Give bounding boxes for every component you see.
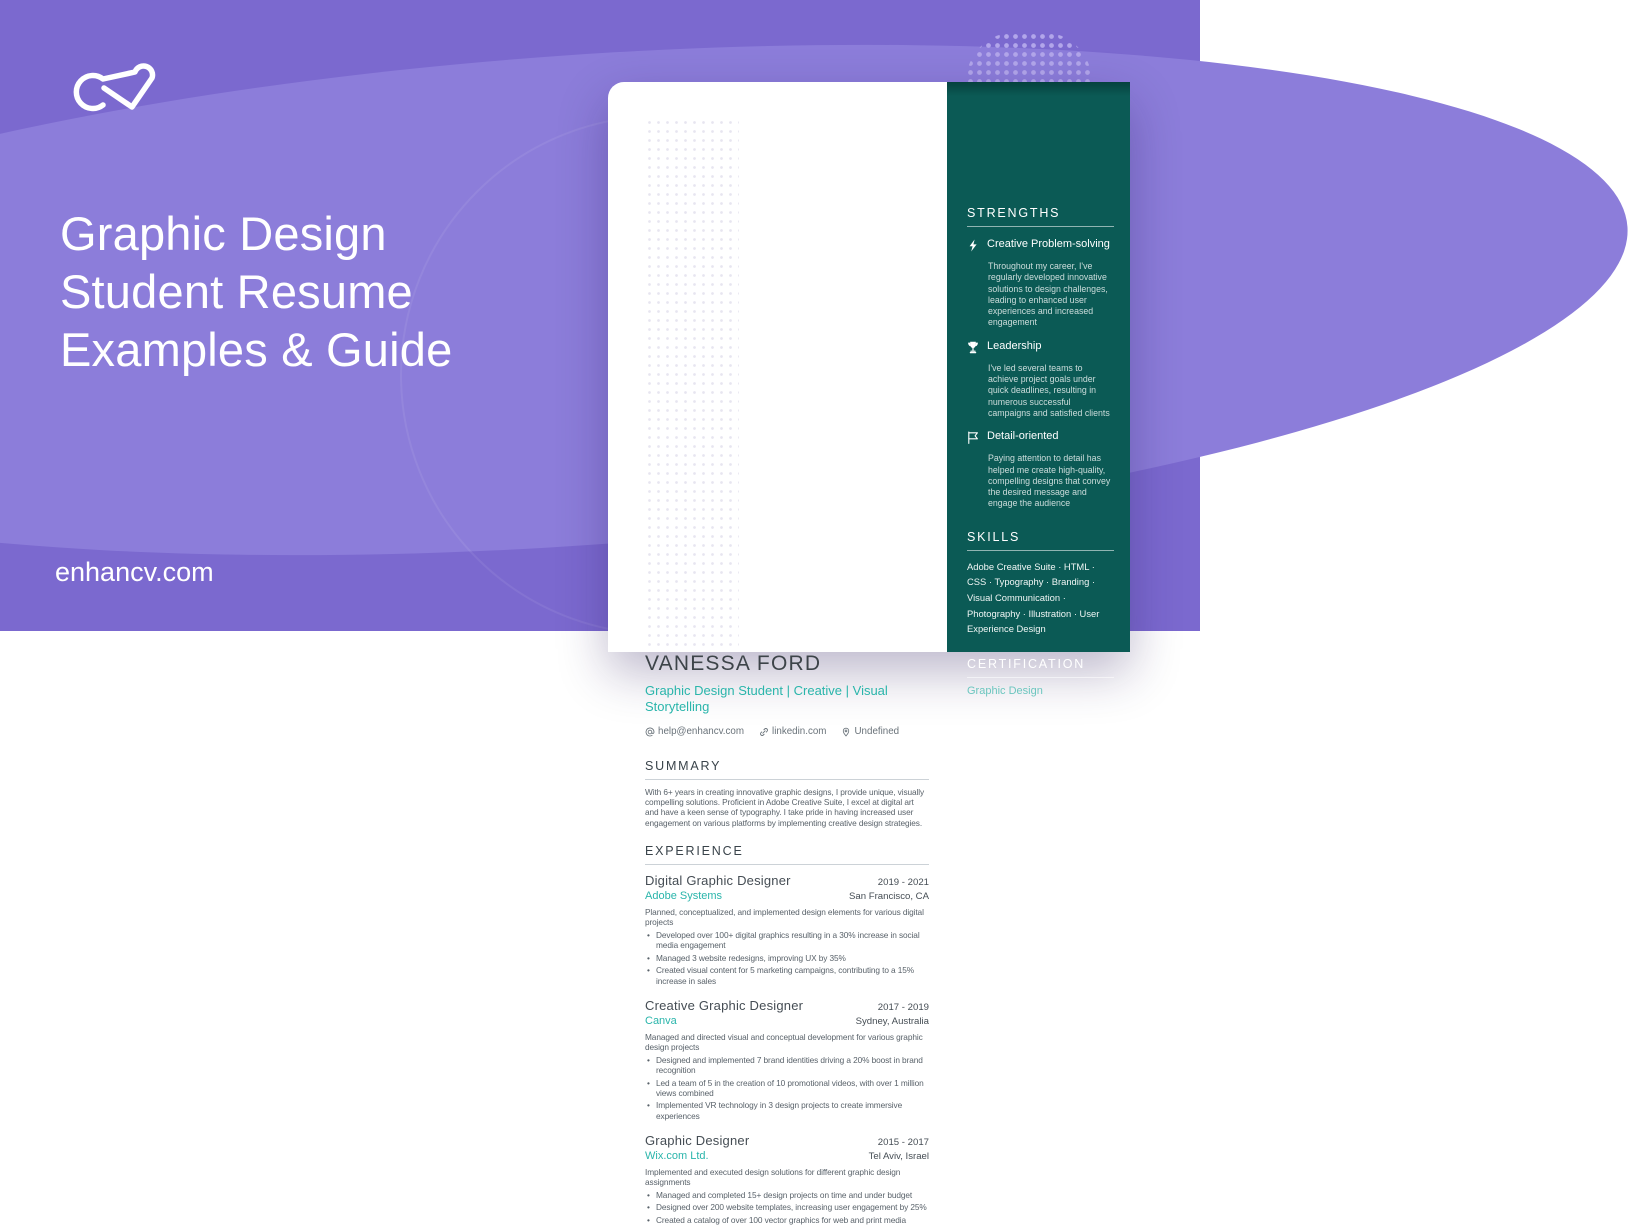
job-bullet: • Created a catalog of over 100 vector graphics for web and print media: [645, 1215, 929, 1225]
job-bullet: • Designed over 200 website templates, increasing user engagement by 25%: [645, 1202, 929, 1212]
job-description: Planned, conceptualized, and implemented design elements for various digital projects: [645, 906, 924, 928]
job-bullet: • Managed 3 website redesigns, improving UX by 35%: [645, 953, 929, 963]
job-bullet: • Designed and implemented 7 brand identities driving a 20% boost in brand recognition: [645, 1055, 929, 1075]
job-company: Adobe Systems: [645, 889, 723, 902]
strength-item: [967, 430, 1114, 509]
section-divider: [645, 779, 929, 780]
experience-heading: EXPERIENCE: [645, 843, 744, 858]
strengths-section: [967, 206, 1114, 510]
paper-dots-texture: [645, 118, 739, 652]
certification-section: [967, 657, 1114, 697]
skills-section: [967, 530, 1114, 637]
section-divider: [967, 550, 1114, 551]
resume-card: [608, 82, 1130, 1225]
resume-name: VANESSA FORD: [645, 652, 822, 675]
job-dates: 2019 - 2021: [877, 876, 929, 888]
job-company: Wix.com Ltd.: [645, 1149, 709, 1162]
strength-title: Detail-oriented: [987, 430, 1059, 443]
site-link[interactable]: enhancv.com: [55, 557, 214, 587]
certification-item: Graphic Design: [967, 684, 1043, 697]
section-divider: [645, 864, 929, 865]
resume-main-column: [608, 82, 947, 1225]
summary-heading: SUMMARY: [645, 759, 722, 773]
job-bullets: [645, 1055, 929, 1121]
job-bullet: • Managed and completed 15+ design projects on time and under budget: [645, 1190, 929, 1200]
job-location: Sydney, Australia: [855, 1015, 929, 1027]
contact-linkedin: linkedin.com: [759, 726, 826, 737]
job-title: Creative Graphic Designer: [645, 997, 804, 1013]
section-divider: [967, 226, 1114, 227]
experience-entry: [645, 873, 929, 986]
lightning-icon: [967, 238, 979, 257]
job-title: Digital Graphic Designer: [645, 872, 791, 888]
job-bullet: • Led a team of 5 in the creation of 10 promotional videos, with over 1 million views combined: [645, 1078, 929, 1098]
job-title: Graphic Designer: [645, 1132, 750, 1148]
summary-section: [645, 759, 929, 828]
skills-heading: SKILLS: [967, 529, 1021, 544]
contact-row: [645, 726, 929, 737]
flag-icon: [967, 430, 979, 449]
strength-text: Throughout my career, I've regularly developed innovative solutions to design challenges, leading to enhanced user experiences and increased engagement: [988, 261, 1108, 328]
experience-section: [645, 844, 929, 1225]
strength-text: Paying attention to detail has helped me create high-quality, compelling designs that convey the desired message and engage the audience: [988, 453, 1111, 509]
email-icon: [645, 727, 655, 737]
job-location: San Francisco, CA: [849, 890, 929, 902]
enhancv-logo-icon: [72, 69, 156, 111]
job-dates: 2015 - 2017: [877, 1136, 929, 1148]
strength-title: Creative Problem-solving: [987, 238, 1110, 250]
experience-entry: [645, 998, 929, 1121]
certification-heading: CERTIFICATION: [967, 656, 1086, 671]
resume-headline: Graphic Design Student | Creative | Visual Storytelling: [645, 683, 888, 714]
strength-text: I've led several teams to achieve project goals under quick deadlines, resulting in numerous successful campaigns and satisfied clients: [988, 362, 1110, 418]
page-title: Graphic Design Student Resume Examples & Guide: [60, 207, 453, 376]
strengths-heading: STRENGTHS: [967, 206, 1061, 220]
job-bullets: [645, 1190, 929, 1225]
link-icon: [759, 727, 769, 737]
contact-email: help@enhancv.com: [645, 726, 744, 737]
job-description: Implemented and executed design solutions for different graphic design assignments: [645, 1166, 901, 1188]
strength-title: Leadership: [987, 339, 1042, 352]
job-location: Tel Aviv, Israel: [868, 1150, 929, 1162]
job-bullets: [645, 930, 929, 986]
job-bullet: • Implemented VR technology in 3 design projects to create immersive experiences: [645, 1100, 929, 1120]
strength-item: [967, 238, 1114, 329]
strength-item: [967, 340, 1114, 419]
job-dates: 2017 - 2019: [877, 1001, 929, 1013]
job-company: Canva: [645, 1014, 677, 1027]
experience-entry: [645, 1133, 929, 1225]
contact-location: Undefined: [841, 726, 899, 737]
skills-list: Adobe Creative Suite · HTML · CSS · Typography · Branding · Visual Communication · Photography · Illustration · User Experience Design: [967, 560, 1100, 635]
resume-sidebar: [947, 82, 1130, 697]
section-divider: [967, 677, 1114, 678]
job-description: Managed and directed visual and conceptual development for various graphic design projects: [645, 1031, 923, 1052]
location-icon: [841, 727, 851, 737]
trophy-icon: [967, 340, 979, 359]
job-bullet: • Created visual content for 5 marketing campaigns, contributing to a 15% increase in sales: [645, 965, 929, 985]
summary-text: With 6+ years in creating innovative graphic designs, I provide unique, visually compelling solutions. Proficient in Adobe Creative Suite, I excel at digital art and have a keen sense of typography. I take pride in having increased user engagement on various platforms by implementing creative design strategies.: [645, 787, 925, 828]
halftone-dots-decoration: [966, 32, 1092, 82]
job-bullet: • Developed over 100+ digital graphics resulting in a 30% increase in social media engagement: [645, 930, 929, 950]
